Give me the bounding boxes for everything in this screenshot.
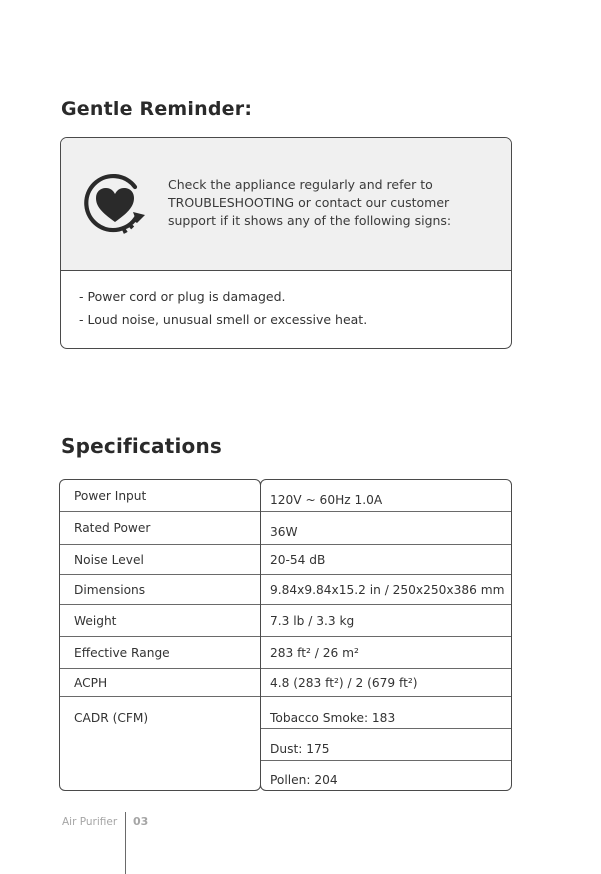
spec-label: Power Input [74, 489, 147, 503]
spec-row [60, 605, 260, 637]
spec-label: ACPH [74, 676, 108, 690]
spec-label: Rated Power [74, 521, 151, 535]
spec-label: Weight [74, 614, 117, 628]
gentle-reminder-heading: Gentle Reminder: [61, 98, 253, 120]
spec-row [261, 669, 511, 697]
spec-row [60, 480, 260, 512]
warning-signs-list [79, 286, 367, 331]
spec-row [60, 575, 260, 605]
spec-row [261, 545, 511, 575]
page-number: 03 [133, 815, 149, 828]
warning-sign-item: - Power cord or plug is damaged. [79, 289, 286, 304]
spec-row [261, 697, 511, 729]
spec-value: 283 ft² / 26 m² [270, 646, 359, 660]
spec-value-column [260, 479, 512, 791]
spec-value: Pollen: 204 [270, 773, 338, 787]
spec-value: 120V ~ 60Hz 1.0A [270, 493, 383, 507]
spec-row [60, 637, 260, 669]
spec-row [261, 605, 511, 637]
footer-product-label: Air Purifier [62, 816, 118, 828]
warning-sign-item: - Loud noise, unusual smell or excessive heat. [79, 311, 368, 327]
spec-row [261, 729, 511, 761]
spec-row [60, 512, 260, 545]
spec-row [60, 545, 260, 575]
spec-value: Dust: 175 [270, 742, 330, 756]
reminder-box [60, 137, 512, 349]
spec-value: 7.3 lb / 3.3 kg [270, 614, 355, 628]
spec-row [261, 480, 511, 512]
spec-row [261, 637, 511, 669]
spec-value: 20-54 dB [270, 553, 326, 567]
spec-label-column [59, 479, 261, 791]
footer-divider [125, 812, 126, 874]
spec-value: 36W [270, 525, 298, 539]
spec-value: 4.8 (283 ft²) / 2 (679 ft²) [270, 676, 418, 690]
spec-value: Tobacco Smoke: 183 [270, 711, 396, 725]
reminder-message: Check the appliance regularly and refer to TROUBLESHOOTING or contact our customer support if it shows any of the following signs: [168, 177, 452, 228]
spec-label: Noise Level [74, 553, 144, 567]
spec-value: 9.84x9.84x15.2 in / 250x250x386 mm [270, 583, 505, 597]
spec-label: Effective Range [74, 646, 170, 660]
heart-refresh-icon [79, 168, 151, 240]
spec-row [261, 575, 511, 605]
spec-row [60, 697, 260, 791]
specifications-table [59, 479, 512, 791]
spec-row [261, 761, 511, 791]
reminder-header [61, 138, 511, 271]
spec-label: CADR (CFM) [74, 711, 149, 725]
spec-row [60, 669, 260, 697]
spec-row [261, 512, 511, 545]
spec-label: Dimensions [74, 583, 146, 597]
specifications-heading: Specifications [61, 434, 223, 458]
